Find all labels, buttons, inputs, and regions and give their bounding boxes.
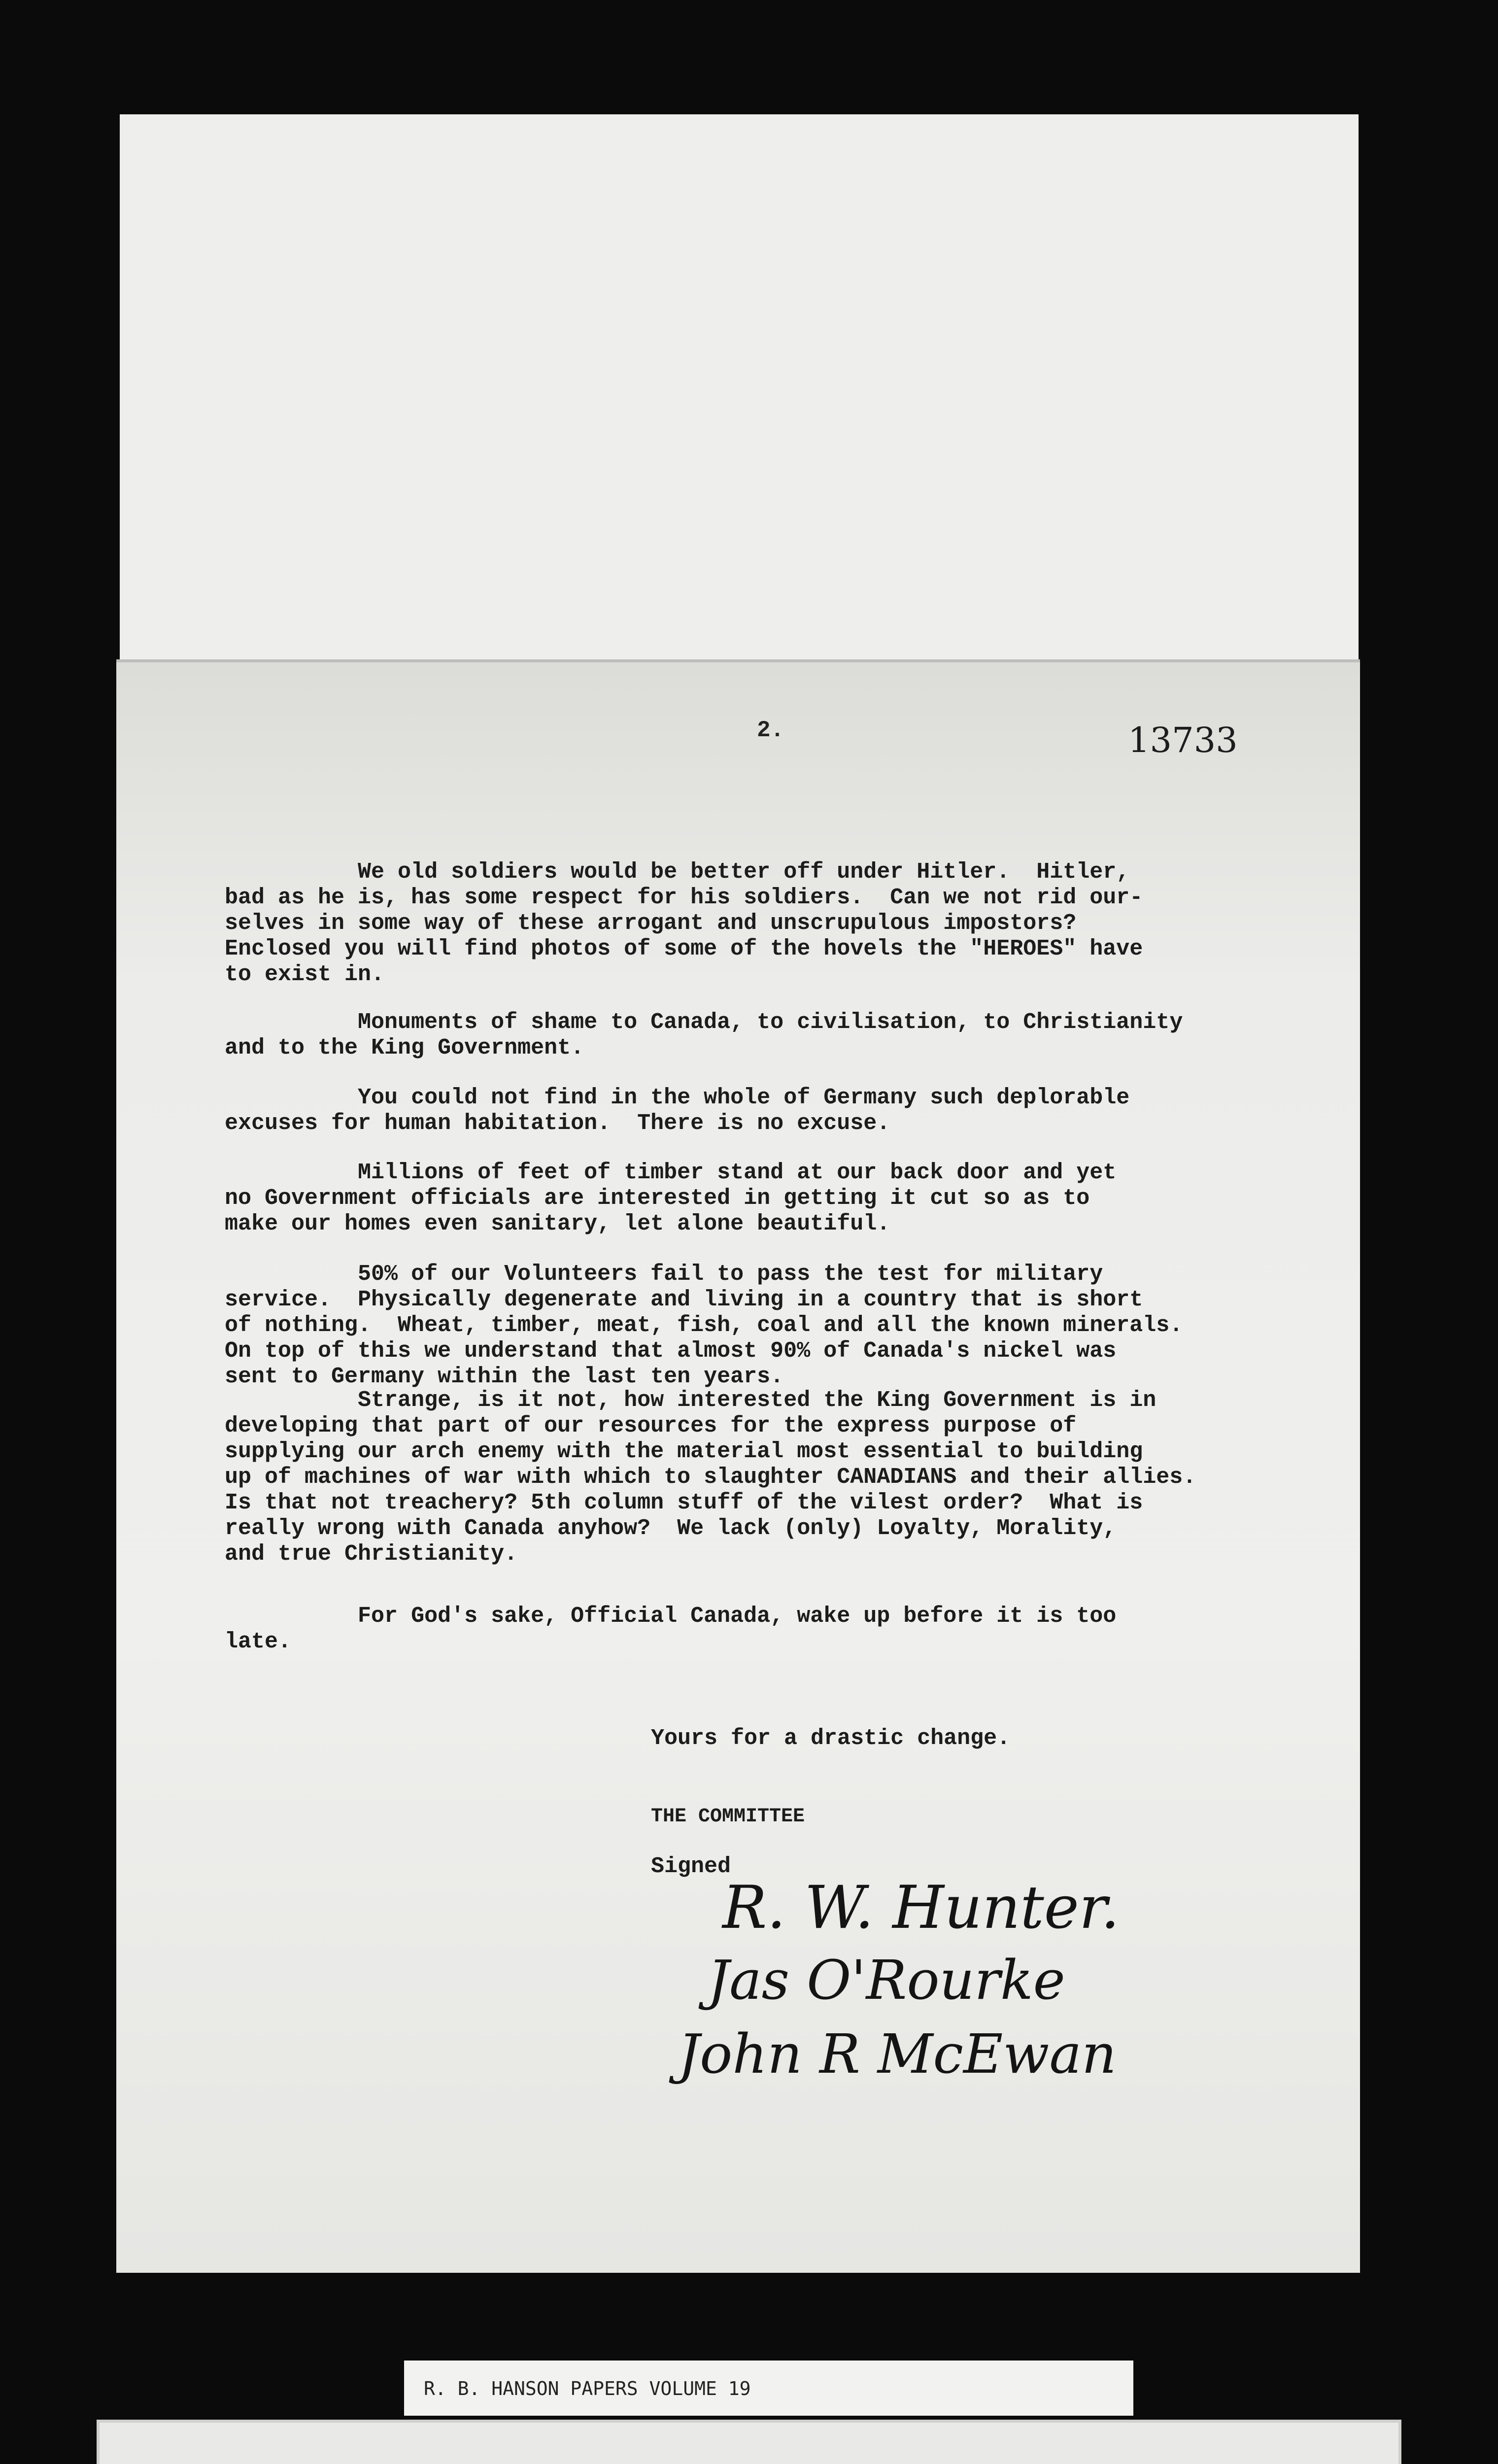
page-number: 2. (757, 718, 784, 743)
signature-hunter: R. W. Hunter. (722, 1874, 1120, 1942)
signature-mcewan: John R McEwan (678, 2022, 1117, 2086)
archives-card (97, 2420, 1401, 2464)
volume-label (404, 2361, 1133, 2416)
blank-sheet (120, 114, 1359, 673)
closing-line: Yours for a drastic change. (651, 1726, 1011, 1751)
document-number: 13733 (1128, 720, 1238, 760)
committee-line: THE COMMITTEE (651, 1806, 805, 1828)
signed-line: Signed (651, 1854, 731, 1879)
volume-label-text: R. B. HANSON PAPERS VOLUME 19 (424, 2378, 751, 2399)
letter-paragraph: Monuments of shame to Canada, to civilisation, to Christianity and to the King Government. (225, 1010, 1183, 1061)
letter-paragraph: For God's sake, Official Canada, wake up before it is too late. (225, 1604, 1117, 1654)
letter-paragraph: Millions of feet of timber stand at our back door and yet no Government officials are interested in getting it cut so as to make our homes even sanitary, let alone beautiful. (225, 1160, 1117, 1236)
letter-paragraph: You could not find in the whole of Germany such deplorable excuses for human habitation. There is no excuse. (225, 1085, 1130, 1136)
letter-page (116, 659, 1360, 2273)
signature-orourke: Jas O'Rourke (708, 1949, 1065, 2012)
letter-paragraph: We old soldiers would be better off under Hitler. Hitler, bad as he is, has some respect for his soldiers. Can we not rid our- selves in some way of these arrogant and unscrupulous impostors? Enclosed you will find photos of some of the hovels the "HEROES" have to exist in. (225, 859, 1143, 987)
letter-paragraph: Strange, is it not, how interested the King Government is in developing that part of our resources for the express purpose of supplying our arch enemy with the material most essential to building up of machines of war with which to slaughter CANADIANS and their allies. Is that not treachery? 5th column stuff of the vilest order? What is really wrong with Canada anyhow? We lack (only) Loyalty, Morality, and true Christianity. (225, 1388, 1196, 1567)
letter-paragraph: 50% of our Volunteers fail to pass the test for military service. Physically degenerate and living in a country that is short of nothing. Wheat, timber, meat, fish, coal and all the known minerals. On top of this we understand that almost 90% of Canada's nickel was sent to Germany within the last ten years. (225, 1262, 1183, 1389)
